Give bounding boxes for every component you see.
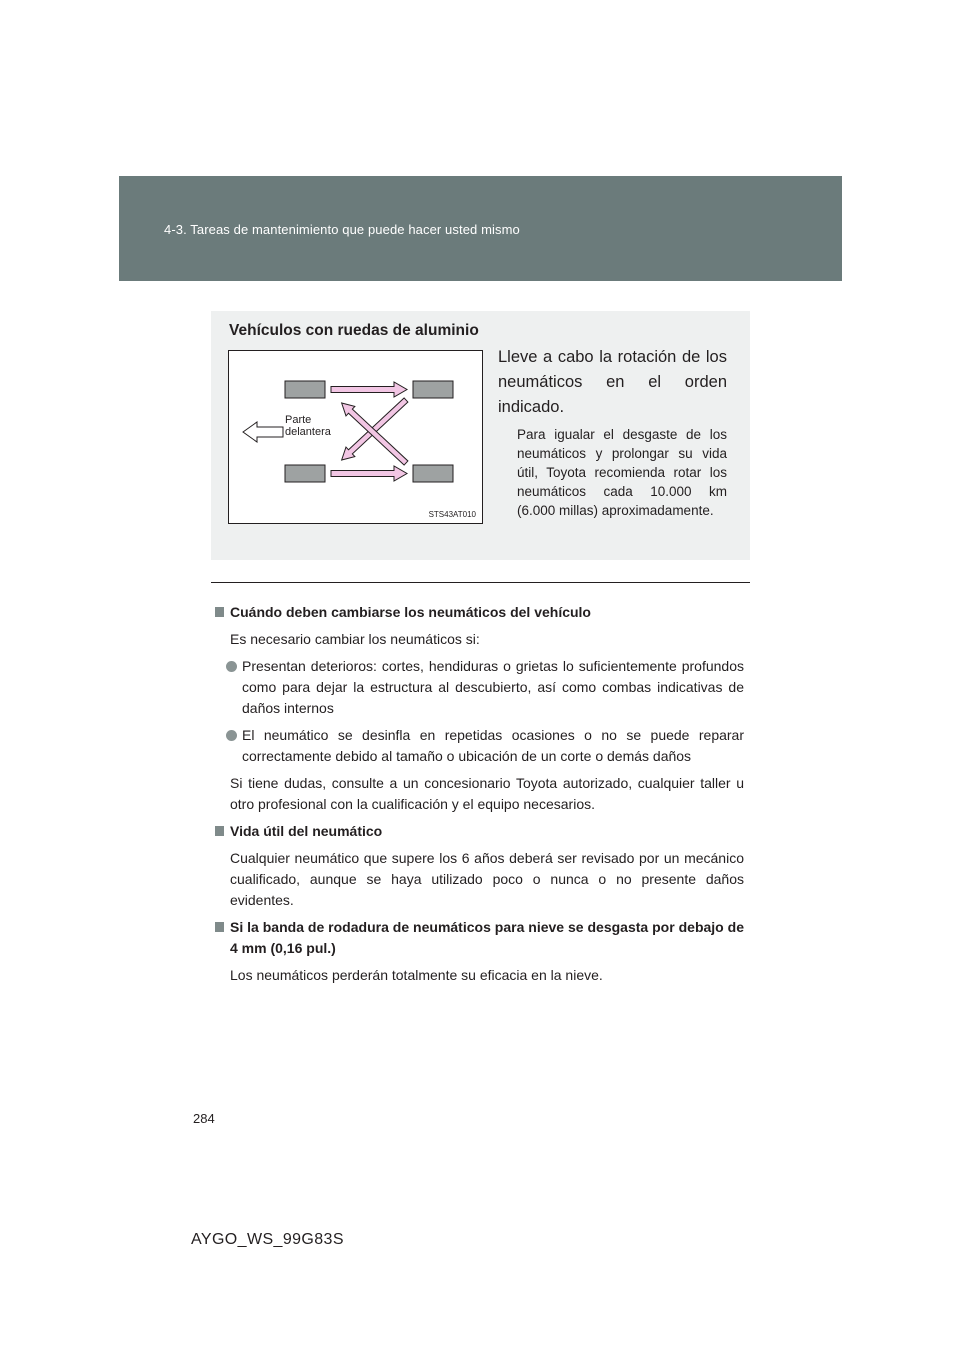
square-bullet-icon [215,922,224,932]
front-label: Parte delantera [285,414,331,438]
tire-rotation-figure [228,350,483,524]
section-divider [211,582,750,583]
tire-front-right [413,381,453,398]
square-bullet-icon [215,826,224,836]
circle-bullet-icon [226,730,237,741]
arrow-front-left-to-right [331,382,407,397]
tire-rear-right [413,465,453,482]
list-item: Presentan deterioros: cortes, hendiduras o grietas lo suficientemente profundos como para dejar la estructura al descubierto, así como combas indicativas de daños internos [213,656,744,719]
section-title: 4-3. Tareas de mantenimiento que puede hacer usted mismo [164,222,520,237]
rotation-note: Para igualar el desgaste de los neumáticos y prolongar su vida útil, Toyota recomienda rotar los neumáticos cada 10.000 km (6.000 millas) aproximadamente. [517,427,727,518]
list-item: El neumático se desinfla en repetidas ocasiones o no se puede reparar correctamente debido al tamaño o ubicación de un corte o demás daños [213,725,744,767]
section-heading: Vida útil del neumático [213,821,744,842]
paragraph: Los neumáticos perderán totalmente su eficacia en la nieve. [230,967,603,983]
main-content [213,602,744,992]
front-direction-arrow [243,422,283,442]
document-code: AYGO_WS_99G83S [191,1231,344,1248]
page-number: 284 [193,1111,215,1126]
figure-code: STS43AT010 [428,510,476,519]
section-heading: Cuándo deben cambiarse los neumáticos del vehículo [213,602,744,623]
paragraph: Si tiene dudas, consulte a un concesionario Toyota autorizado, cualquier taller u otro profesional con la cualificación y el equipo necesarios. [230,775,744,812]
paragraph: Es necesario cambiar los neumáticos si: [230,631,480,647]
tire-front-left [285,381,325,398]
paragraph: Cualquier neumático que supere los 6 años deberá ser revisado por un mecánico cualificado, aunque se haya utilizado poco o nunca o no presente daños evidentes. [230,850,744,908]
arrow-rear-left-to-right [331,466,407,481]
section-heading: Si la banda de rodadura de neumáticos para nieve se desgasta por debajo de 4 mm (0,16 pul.) [213,917,744,959]
circle-bullet-icon [226,661,237,672]
tire-rear-left [285,465,325,482]
box-heading: Vehículos con ruedas de aluminio [229,322,479,339]
rotation-instruction: Lleve a cabo la rotación de los neumáticos en el orden indicado. [498,348,727,416]
tire-rotation-diagram [229,351,484,525]
square-bullet-icon [215,607,224,617]
